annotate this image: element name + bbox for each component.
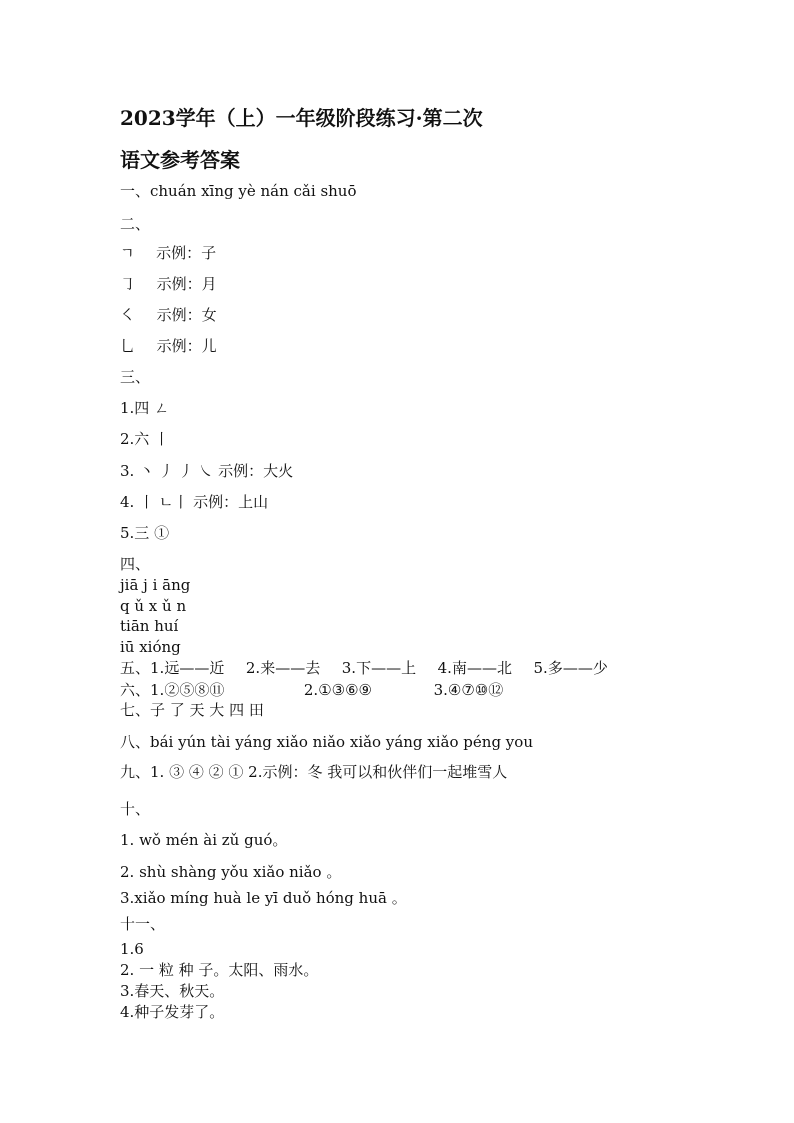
example-text: 示例：子 <box>156 244 217 262</box>
antonym-pair: 3.下——上 <box>341 659 417 677</box>
section-8: 八、bái yún tài yáng xiǎo niǎo xiǎo yáng xiǎo péng you <box>120 733 533 751</box>
section-heading: 五、 <box>120 659 151 677</box>
stroke-glyph: ㇆ <box>120 275 136 293</box>
section-2-row <box>120 306 217 324</box>
section-7: 七、子 了 天 大 四 田 <box>120 701 264 719</box>
stroke-glyph: ㇛ <box>120 306 136 324</box>
stroke-glyph: 乚 <box>120 337 136 355</box>
section-4-heading: 四、 <box>120 555 151 573</box>
section-11-line: 1.6 <box>120 940 144 958</box>
page-subtitle: 语文参考答案 <box>120 148 240 172</box>
section-10-line: 2. shù shàng yǒu xiǎo niǎo 。 <box>120 863 342 881</box>
section-11-line: 4.种子发芽了。 <box>120 1003 225 1021</box>
group-answer: 3.④⑦⑩⑫ <box>433 681 504 699</box>
section-2-row <box>120 337 217 355</box>
section-4-line: jiā j i āng <box>120 576 191 594</box>
section-3-line: 4. 丨 ㄴ丨 示例：上山 <box>120 493 269 511</box>
section-10-line: 1. wǒ mén ài zǔ guó。 <box>120 831 288 849</box>
section-4-line: iū xióng <box>120 638 181 656</box>
section-3-line: 3. 丶 丿 丿 ㇏ 示例：大火 <box>120 462 294 480</box>
section-6 <box>120 681 503 699</box>
section-1: 一、chuán xīng yè nán cǎi shuō <box>120 182 357 200</box>
antonym-pair: 5.多——少 <box>533 659 608 677</box>
section-10-heading: 十、 <box>120 800 151 818</box>
section-3-line: 2.六 丨 <box>120 430 170 448</box>
group-answer: 1.②⑤⑧⑪ <box>150 681 225 699</box>
section-11-heading: 十一、 <box>120 915 166 933</box>
page-title: 2023学年（上）一年级阶段练习·第二次 <box>120 106 483 130</box>
antonym-pair: 4.南——北 <box>437 659 512 677</box>
section-4-line: tiān huí <box>120 617 179 635</box>
example-text: 示例：女 <box>156 306 217 324</box>
section-11-line: 2. 一 粒 种 子。太阳、雨水。 <box>120 961 319 979</box>
antonym-pair: 2.来——去 <box>245 659 321 677</box>
section-2-row <box>120 275 217 293</box>
stroke-glyph: ㄱ <box>120 244 135 262</box>
section-10-line: 3.xiǎo míng huà le yī duǒ hóng huā 。 <box>120 889 407 907</box>
section-2-heading: 二、 <box>120 215 151 233</box>
section-5 <box>120 659 608 677</box>
section-3-line: 5.三 ① <box>120 524 170 542</box>
section-9: 九、1. ③ ④ ② ① 2.示例：冬 我可以和伙伴们一起堆雪人 <box>120 763 508 781</box>
group-answer: 2.①③⑥⑨ <box>303 681 372 699</box>
section-11-line: 3.春天、秋天。 <box>120 982 225 1000</box>
section-3-heading: 三、 <box>120 368 151 386</box>
section-heading: 六、 <box>120 681 151 699</box>
example-text: 示例：儿 <box>156 337 217 355</box>
antonym-pair: 1.远——近 <box>150 659 225 677</box>
section-2-row <box>120 244 216 262</box>
section-4-line: q ǔ x ǔ n <box>120 597 187 615</box>
section-3-line: 1.四 ㄥ <box>120 399 170 417</box>
example-text: 示例：月 <box>156 275 217 293</box>
